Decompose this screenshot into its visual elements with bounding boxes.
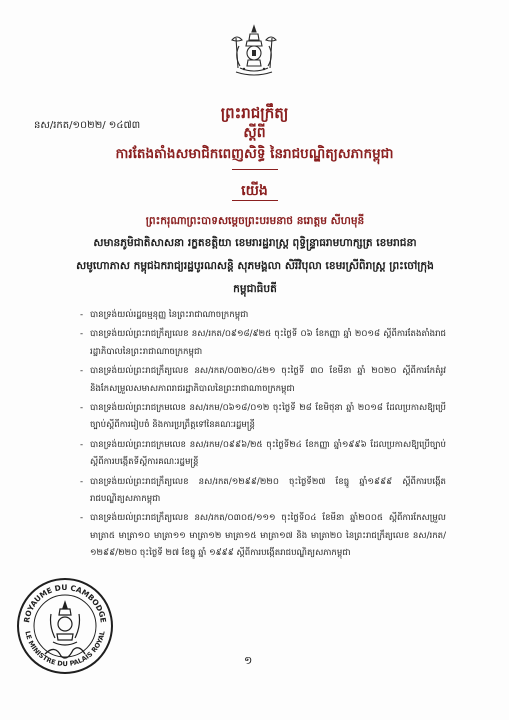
considerations-list: [80, 307, 446, 565]
we-heading: យើង: [241, 183, 268, 199]
king-honorifics: សមានភូមិជាតិសាសនា រក្ខតខត្តិយា ខេមរារដ្ឋរាស្ត្រ ពុទ្ធិន្ទ្រាធរាមហាក្សត្រ ខេមរាជនា សមូហោភាស កម្ពុជឯករាជ្យរដ្ឋបូរណសន្តិ សុភមង្គលា សិរីវិបុលា ខេមរស្រីពិរាស្ត្រ ព្រះចៅក្រុងកម្ពុជាធិបតី: [76, 237, 434, 295]
list-item: - បានទ្រង់យល់ព្រះរាជក្រឹត្យលេខ នស/រកត/០៩១៨/៩២៥ ចុះថ្ងៃទី ០៦ ខែកញ្ញា ឆ្នាំ ២០១៨ ស្តីពីការតែងតាំងរាជរដ្ឋាភិបាលនៃព្រះរាជាណាចក្រកម្ពុជា: [80, 326, 446, 361]
list-item: - បានទ្រង់យល់ព្រះរាជក្រឹត្យលេខ នស/រកត/០៣០៥/១១១ ចុះថ្ងៃទី០៤ ខែមីនា ឆ្នាំ២០០៥ ស្តីពីការកែសម្រួលមាត្រា៥ មាត្រា១០ មាត្រា១១ មាត្រា១២ មាត្រា១៥ មាត្រា១៧ និង មាត្រា២០ នៃព្រះរាជក្រឹត្យលេខ នស/រកត/១២៩៩/២២០ ចុះថ្ងៃទី ២៧ ខែធ្នូ ឆ្នាំ ១៩៩៩ ស្តីពីការបង្កើតរាជបណ្ឌិត្យសភាកម្ពុជា: [80, 510, 446, 562]
decree-subject: ការតែងតាំងសមាជិកពេញសិទ្ធិ នៃរាជបណ្ឌិត្យសភាកម្ពុជា: [115, 146, 394, 162]
royal-palace-seal-icon: [15, 574, 115, 678]
list-item: - បានទ្រង់យល់ព្រះរាជក្រឹត្យលេខ នស/រកត/១២៩៩/២២០ ចុះថ្ងៃទី២៧ ខែធ្នូ ឆ្នាំ១៩៩៩ ស្តីពីការបង្កើតរាជបណ្ឌិត្យសភាកម្ពុជា: [80, 474, 446, 509]
king-title: ព្រះករុណាព្រះបាទសម្តេចព្រះបរមនាថ នរោត្តម សីហមុនី: [145, 215, 365, 227]
title-divider: [232, 169, 278, 170]
svg-text:ROYAUME DU CAMBODGE: ROYAUME DU CAMBODGE: [22, 582, 108, 624]
list-item: - បានទ្រង់យល់ព្រះរាជក្រមលេខ នស/រកម/០៦១៨/០១២ ចុះថ្ងៃទី ២៨ ខែមិថុនា ឆ្នាំ ២០១៨ ដែលប្រកាសឱ្យប្រើច្បាប់ស្តីពីការរៀបចំ និងការប្រព្រឹត្តទៅនៃគណៈរដ្ឋមន្ត្រី: [80, 400, 446, 435]
list-item: - បានទ្រង់យល់រដ្ឋធម្មនុញ្ញ នៃព្រះរាជាណាចក្រកម្ពុជា: [80, 307, 446, 324]
we-divider: [232, 200, 278, 201]
page-number: ១: [244, 654, 253, 667]
decree-heading: ព្រះរាជក្រឹត្យ: [220, 104, 289, 122]
list-item: - បានទ្រង់យល់ព្រះរាជក្រមលេខ នស/រកម/០៩៩៦/២៥ ចុះថ្ងៃទី២៤ ខែកញ្ញា ឆ្នាំ១៩៩៦ ដែលប្រកាសឱ្យប្រើច្បាប់ស្តីពីការបង្កើតទីស្តីការគណៈរដ្ឋមន្ត្រី: [80, 437, 446, 472]
subject-label: ស្តីពី: [243, 125, 266, 141]
royal-emblem-icon: [226, 22, 282, 80]
svg-text:LE MINISTRE DU PALAIS ROYAL: LE MINISTRE DU PALAIS ROYAL: [23, 630, 107, 669]
list-item: - បានទ្រង់យល់ព្រះរាជក្រឹត្យលេខ នស/រកត/០៣២០/៤២១ ចុះថ្ងៃទី ៣០ ខែមីនា ឆ្នាំ ២០២០ ស្តីពីការកែតំរូវ និងកែសម្រួលសមាសភាពរាជរដ្ឋាភិបាលនៃព្រះរាជាណាចក្រកម្ពុជា: [80, 363, 446, 398]
reference-number: នស/រកត/១០២២/ ១៤៧៣: [34, 120, 141, 131]
